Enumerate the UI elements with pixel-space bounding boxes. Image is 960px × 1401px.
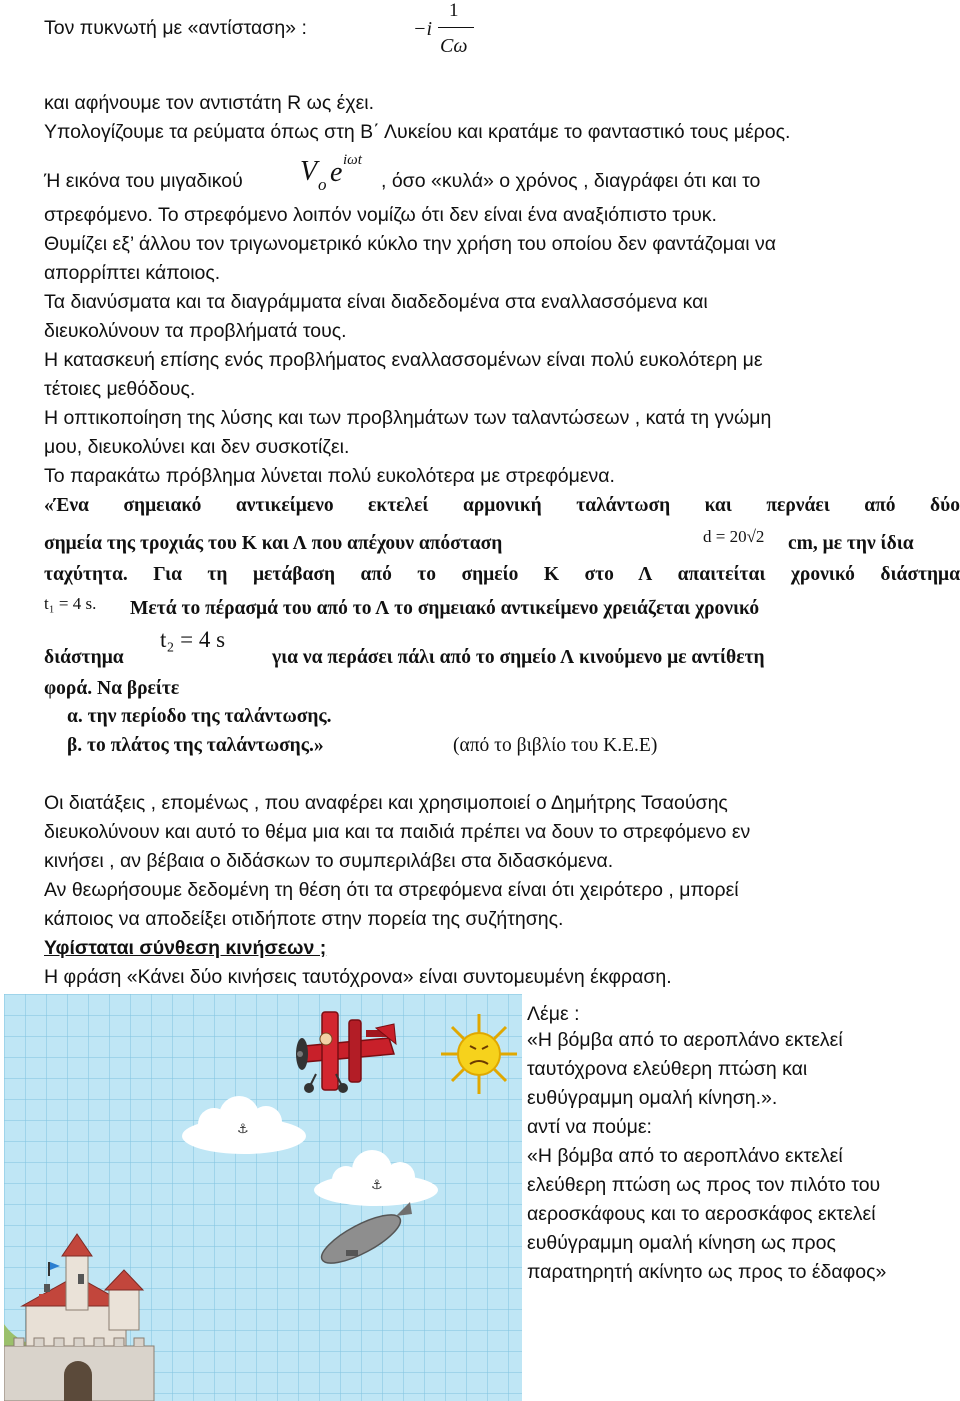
para2-line: στρεφόμενο. Το στρεφόμενο λοιπόν νομίζω ότι δεν είναι ένα αναξιόπιστο τρυκ. — [44, 204, 717, 226]
heading-sentence: Η φράση «Κάνει δύο κινήσεις ταυτόχρονα» είναι συντομευμένη έκφραση. — [44, 966, 672, 988]
para2-line: Η κατασκευή επίσης ενός προβλήματος εναλλασσομένων είναι πολύ ευκολότερη με — [44, 349, 763, 371]
fraction-bar — [438, 27, 474, 28]
side-text-line: αντί να πούμε: — [527, 1116, 652, 1138]
question-a: α. την περίοδο της ταλάντωσης. — [67, 706, 332, 727]
problem-line2b: cm, με την ίδια — [788, 533, 914, 554]
problem-line6: φορά. Να βρείτε — [44, 678, 180, 699]
side-text-line: ταυτόχρονα ελεύθερη πτώση και — [527, 1058, 808, 1080]
side-text-line: «Η βόμβα από το αεροπλάνο εκτελεί — [527, 1029, 843, 1051]
para2-line: απορρίπτει κάποιος. — [44, 262, 221, 284]
para1-line: Υπολογίζουμε τα ρεύματα όπως στη Β΄ Λυκείου και κρατάμε το φανταστικό τους μέρος. — [44, 121, 791, 143]
para2-line: διευκολύνουν τα προβλήματά τους. — [44, 320, 347, 342]
section-heading: Υφίσταται σύνθεση κινήσεων ; — [44, 937, 327, 959]
para2-line: τέτοιες μεθόδους. — [44, 378, 196, 400]
illustration-plane-bomb — [4, 994, 522, 1401]
para2-line: Θυμίζει εξ’ άλλου τον τριγωνομετρικό κύκλο την χρήση του οποίου δεν φαντάζομαι να — [44, 233, 777, 255]
para1-line: και αφήνουμε τον αντιστάτη R ως έχει. — [44, 92, 375, 114]
image-line-suffix: , όσο «κυλά» ο χρόνος , διαγράφει ότι και το — [381, 170, 761, 192]
svg-text:⚓: ⚓ — [371, 1178, 383, 1193]
para3-line: Οι διατάξεις , επομένως , που αναφέρει και χρησιμοποιεί ο Δημήτρης Τσαούσης — [44, 792, 728, 814]
problem-line3: ταχύτητα. Για τη μετάβαση από το σημείο Κ στο Λ απαιτείται χρονικό διάστημα — [44, 564, 960, 585]
side-text-line: «Η βόμβα από το αεροπλάνο εκτελεί — [527, 1145, 843, 1167]
para3-line: κινήσει , αν βέβαια ο διδάσκων το συμπεριλάβει στα διδασκόμενα. — [44, 850, 614, 872]
side-text-line: ελεύθερη πτώση ως προς τον πιλότο του — [527, 1174, 881, 1196]
problem-line2a: σημεία της τροχιάς του Κ και Λ που απέχουν απόσταση — [44, 533, 503, 554]
problem-line5a: διάστημα — [44, 647, 124, 668]
formula-minus-i: −i — [413, 18, 433, 40]
math-e: e — [330, 157, 343, 188]
capacitor-label: Τον πυκνωτή με «αντίσταση» : — [44, 17, 307, 39]
para2-line: Το παρακάτω πρόβλημα λύνεται πολύ ευκολότερα με στρεφόμενα. — [44, 465, 615, 487]
scene-svg — [4, 994, 522, 1401]
problem-line5b: για να περάσει πάλι από το σημείο Λ κινούμενο με αντίθετη — [272, 647, 765, 668]
distance-formula: d = 20√2 — [703, 527, 765, 546]
math-exponent: iωt — [343, 152, 362, 168]
math-sub-o: o — [318, 175, 327, 194]
para2-line: Η οπτικοποίηση της λύσης και των προβλημάτων των ταλαντώσεων , κατά τη γνώμη — [44, 407, 772, 429]
para2-line: Τα διανύσματα και τα διαγράμματα είναι διαδεδομένα στα εναλλασσόμενα και — [44, 291, 708, 313]
side-text-line: ευθύγραμμη ομαλή κίνηση.». — [527, 1087, 778, 1109]
source-citation: (από το βιβλίο του Κ.Ε.Ε) — [453, 735, 658, 756]
para2-line: μου, διευκολύνει και δεν συσκοτίζει. — [44, 436, 350, 458]
side-text-line: Λέμε : — [527, 1003, 580, 1025]
svg-text:⚓: ⚓ — [237, 1122, 249, 1137]
side-text-line: ευθύγραμμη ομαλή κίνηση ως προς — [527, 1232, 836, 1254]
formula-numerator: 1 — [449, 0, 459, 21]
side-text-line: παρατηρητή ακίνητο ως προς το έδαφος» — [527, 1261, 887, 1283]
para3-line: Αν θεωρήσουμε δεδομένη τη θέση ότι τα στρεφόμενα είναι ότι χειρότερο , μπορεί — [44, 879, 739, 901]
math-V: V — [300, 156, 318, 187]
t1-formula: t₁ = 4 s. — [44, 594, 97, 613]
formula-denominator: Cω — [440, 35, 468, 57]
question-b: β. το πλάτος της ταλάντωσης.» — [67, 735, 324, 756]
para3-line: κάποιος να αποδείξει οτιδήποτε στην πορεία της συζήτησης. — [44, 908, 564, 930]
para3-line: διευκολύνουν και αυτό το θέμα μια και τα παιδιά πρέπει να δουν το στρεφόμενο εν — [44, 821, 751, 843]
problem-line4b: Μετά το πέρασμά του από το Λ το σημειακό αντικείμενο χρειάζεται χρονικό — [130, 598, 760, 619]
side-text-line: αεροσκάφους και το αεροσκάφος εκτελεί — [527, 1203, 876, 1225]
image-line-prefix: Ή εικόνα του μιγαδικού — [44, 170, 243, 192]
t2-formula: t₂ = 4 s — [160, 627, 226, 652]
problem-line1: «Ένα σημειακό αντικείμενο εκτελεί αρμονική ταλάντωση και περνάει από δύο — [44, 495, 960, 516]
